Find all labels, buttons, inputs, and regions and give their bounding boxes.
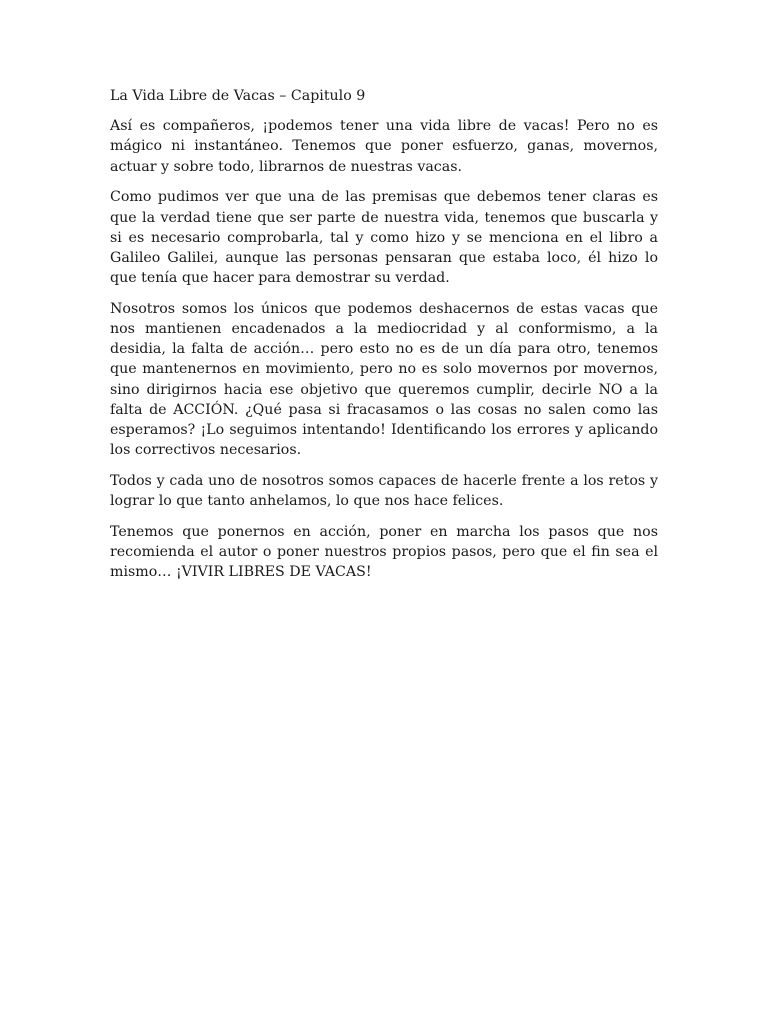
paragraph-3: Nosotros somos los únicos que podemos deshacernos de estas vacas que nos mantienen encadenados a la mediocridad y al conformismo, a la desidia, la falta de acción… pero esto no es de un día para otro, tenemos que mantenernos en movimiento, pero no es solo movernos por movernos, sino dirigirnos hacia ese objetivo que queremos cumplir, decirle NO a la falta de ACCIÓN. ¿Qué pasa si fracasamos o las cosas no salen como las esperamos? ¡Lo seguimos intentando! Identificando los errores y aplicando los correctivos necesarios. bbox=[110, 300, 658, 459]
paragraph-4: Todos y cada uno de nosotros somos capaces de hacerle frente a los retos y lograr lo que tanto anhelamos, lo que nos hace felices. bbox=[110, 472, 658, 510]
paragraph-1: Así es compañeros, ¡podemos tener una vida libre de vacas! Pero no es mágico ni instantáneo. Tenemos que poner esfuerzo, ganas, movernos, actuar y sobre todo, librarnos de nuestras vacas. bbox=[110, 118, 658, 175]
document-title: La Vida Libre de Vacas – Capitulo 9 bbox=[110, 88, 366, 104]
document-body bbox=[110, 86, 658, 593]
paragraph-2: Como pudimos ver que una de las premisas que debemos tener claras es que la verdad tiene que ser parte de nuestra vida, tenemos que buscarla y si es necesario comprobarla, tal y como hizo y se menciona en el libro a Galileo Galilei, aunque las personas pensaran que estaba loco, él hizo lo que tenía que hacer para demostrar su verdad. bbox=[110, 189, 658, 287]
paragraph-5: Tenemos que ponernos en acción, poner en marcha los pasos que nos recomienda el autor o poner nuestros propios pasos, pero que el fin sea el mismo… ¡VIVIR LIBRES DE VACAS! bbox=[110, 523, 658, 581]
